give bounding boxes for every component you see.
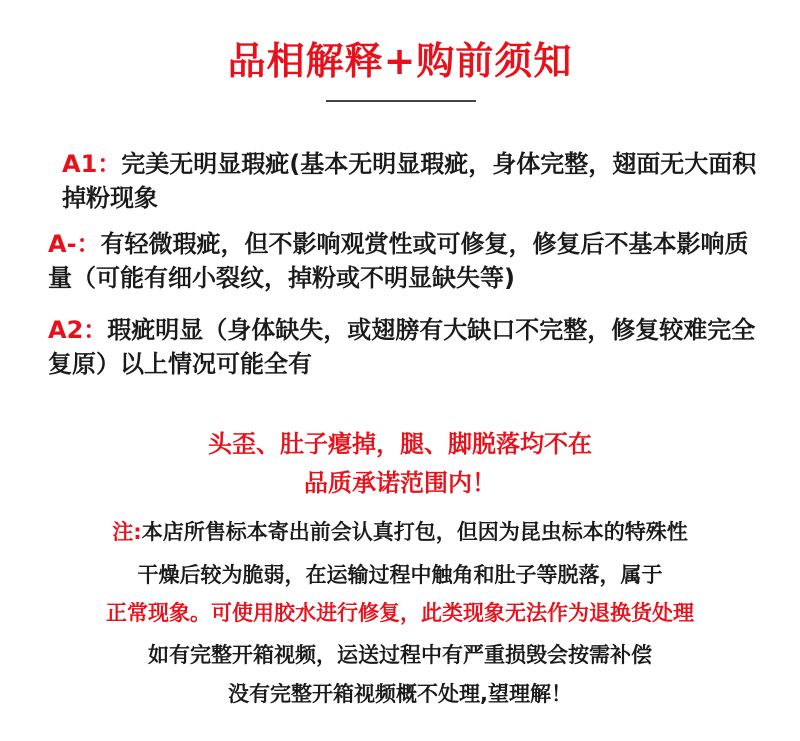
notice-line-2: 干燥后较为脆弱，在运输过程中触角和肚子等脱落，属于 [137,563,663,587]
grade-a-minus [48,227,768,295]
title-divider [326,100,476,102]
grade-a2-code: A2： [48,316,108,344]
grade-a1-text: 完美无明显瑕疵(基本无明显瑕疵，身体完整，翅面无大面积掉粉现象 [62,150,757,212]
grade-a-minus-text: 有轻微瑕疵，但不影响观赏性或可修复，修复后不基本影响质量（可能有细小裂纹，掉粉或不明显缺失等) [48,230,749,292]
notice-line-3: 正常现象。可使用胶水进行修复，此类现象无法作为退换货处理 [106,601,694,625]
notice-line-1 [0,515,800,549]
warning-line-1: 头歪、肚子瘪掉，腿、脚脱落均不在 [208,430,592,458]
notice-label: 注: [112,520,142,544]
grade-a-minus-code: A-： [48,230,101,258]
grade-a2-text: 瑕疵明显（身体缺失，或翅膀有大缺口不完整，修复较难完全复原）以上情况可能全有 [48,316,756,378]
grade-a2 [48,313,768,381]
notice-line-5: 没有完整开箱视频概不处理,望理解！ [228,682,572,706]
page-title: 品相解释+购前须知 [227,39,573,83]
grade-a1-code: A1： [62,150,122,178]
grade-a1 [62,147,762,215]
notice-line-1-text: 本店所售标本寄出前会认真打包，但因为昆虫标本的特殊性 [141,520,688,544]
warning-line-2: 品质承诺范围内！ [304,469,496,497]
notice-line-4: 如有完整开箱视频，运送过程中有严重损毁会按需补偿 [148,643,652,667]
